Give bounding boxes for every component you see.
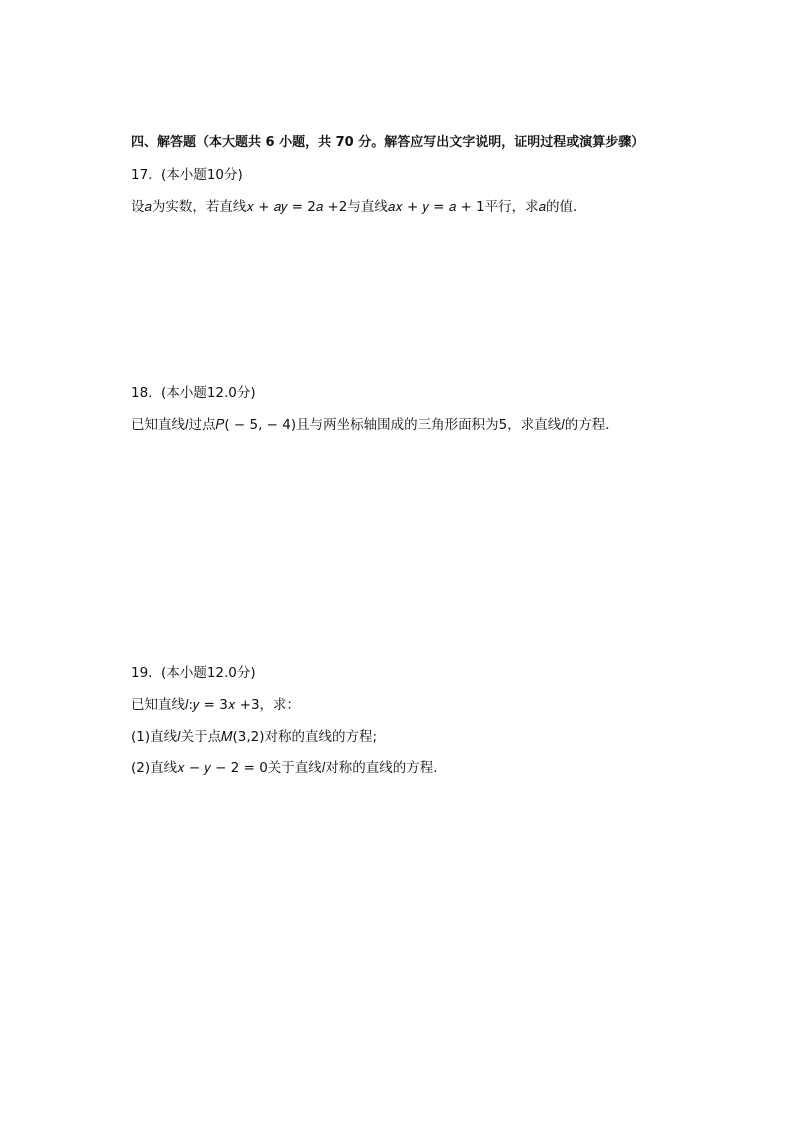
section-header: 四、解答题（本大题共 6 小题，共 70 分。解答应写出文字说明，证明过程或演算步骤） [131,135,645,150]
question-18-label: 18. (本小题12.0分) [131,385,256,401]
question-19-text: 已知直线𝑙:𝑦 = 3𝑥 +3，求： [131,697,301,713]
question-17-text: 设𝑎为实数，若直线𝑥 + 𝑎𝑦 = 2𝑎 +2与直线𝑎𝑥 + 𝑦 = 𝑎 + 1平行，求𝑎的值． [131,199,587,215]
question-17-label: 17. (本小题10分) [131,167,243,183]
question-19-part-2: (2)直线𝑥 − 𝑦 − 2 = 0关于直线𝑙对称的直线的方程． [131,760,447,776]
question-19-label: 19. (本小题12.0分) [131,665,256,681]
question-18-text: 已知直线𝑙过点𝑃( − 5, − 4)且与两坐标轴围成的三角形面积为5，求直线𝑙的方程． [131,417,619,433]
question-19-part-1: (1)直线𝑙关于点𝑀(3,2)对称的直线的方程; [131,729,378,745]
